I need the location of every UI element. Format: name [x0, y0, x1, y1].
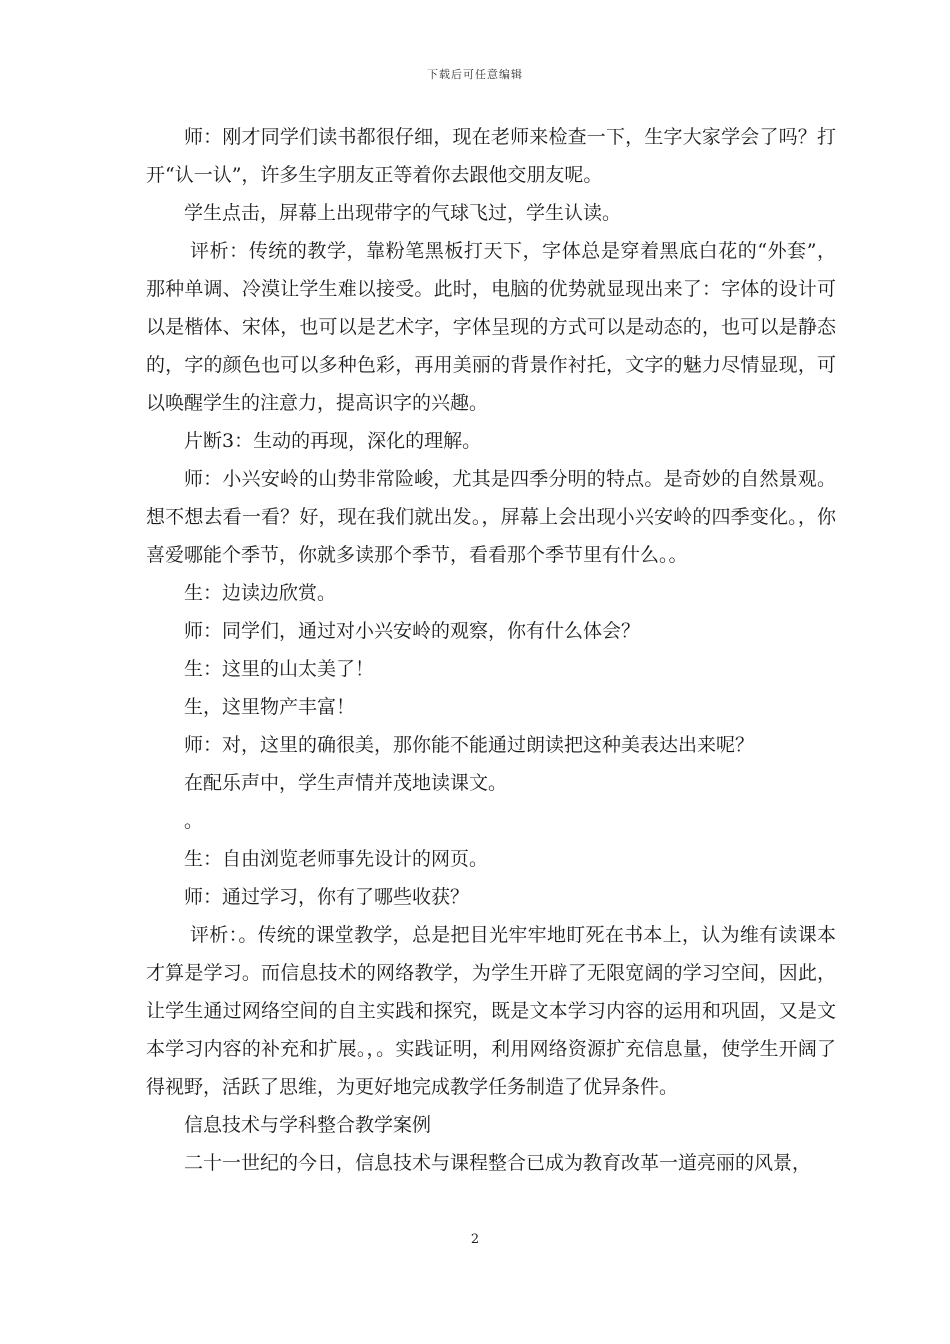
paragraph-commentary-fonts: 评析：传统的教学，靠粉笔黑板打天下，字体总是穿着黑底白花的“外套”，那种单调、冷漠让学生难以接受。此时，电脑的优势就显现出来了：字体的设计可以是楷体、宋体，也可以是艺术字，字体呈现的方式可以是动态的，也可以是静态的，字的颜色也可以多种色彩，再用美丽的背景作衬托，文字的魅力尽情显现，可以唤醒学生的注意力，提高识字的兴趣。 — [146, 240, 836, 414]
paragraph-teacher-mountains: 师：小兴安岭的山势非常险峻，尤其是四季分明的特点。是奇妙的自然景观。想不想去看一看？好，现在我们就出发。，屏幕上会出现小兴安岭的四季变化。，你喜爱哪能个季节，你就多读那个季节，看看那个季节里有什么。。 — [146, 468, 836, 566]
paragraph-teacher-question: 师：同学们，通过对小兴安岭的观察，你有什么体会？ — [184, 620, 641, 642]
paragraph-teacher-gains: 师：通过学习，你有了哪些收获？ — [184, 886, 470, 908]
document-body — [146, 118, 836, 1182]
paragraph-21st-century: 二十一世纪的今日，信息技术与课程整合已成为教育改革一道亮丽的风景， — [184, 1152, 812, 1174]
paragraph-teacher-check-characters: 师：刚才同学们读书都很仔细，现在老师来检查一下，生字大家学会了吗？打开“认一认”，许多生字朋友正等着你去跟他交朋友呢。 — [146, 126, 836, 186]
paragraph-commentary-network: 评析：。传统的课堂教学，总是把目光牢牢地盯死在书本上，认为维有读课本才算是学习。而信息技术的网络教学，为学生开辟了无限宽阔的学习空间，因此，让学生通过网络空间的自主实践和探究，既是文本学习内容的运用和巩固，又是文本学习内容的补充和扩展。，。实践证明，利用网络资源扩充信息量，使学生开阔了得视野，活跃了思维，为更好地完成教学任务制造了优异条件。 — [146, 924, 836, 1098]
paragraph-teacher-read-aloud: 师：对，这里的确很美，那你能不能通过朗读把这种美表达出来呢？ — [184, 734, 755, 756]
page-header: 下载后可任意编辑 — [427, 68, 523, 81]
paragraph-student-beautiful: 生：这里的山太美了！ — [184, 658, 375, 680]
paragraph-section-title: 信息技术与学科整合教学案例 — [184, 1114, 432, 1136]
paragraph-punctuation: 。 — [184, 810, 204, 832]
page-number: 2 — [470, 1232, 480, 1247]
paragraph-student-browse: 生：自由浏览老师事先设计的网页。 — [184, 848, 489, 870]
paragraph-students-click: 学生点击，屏幕上出现带字的气球飞过，学生认读。 — [184, 202, 622, 224]
paragraph-fragment-3-heading: 片断3：生动的再现，深化的理解。 — [184, 430, 482, 452]
paragraph-music-reading: 在配乐声中，学生声情并茂地读课文。 — [184, 772, 508, 794]
paragraph-student-reading: 生：边读边欣赏。 — [184, 582, 337, 604]
paragraph-student-products: 生，这里物产丰富！ — [184, 696, 356, 718]
